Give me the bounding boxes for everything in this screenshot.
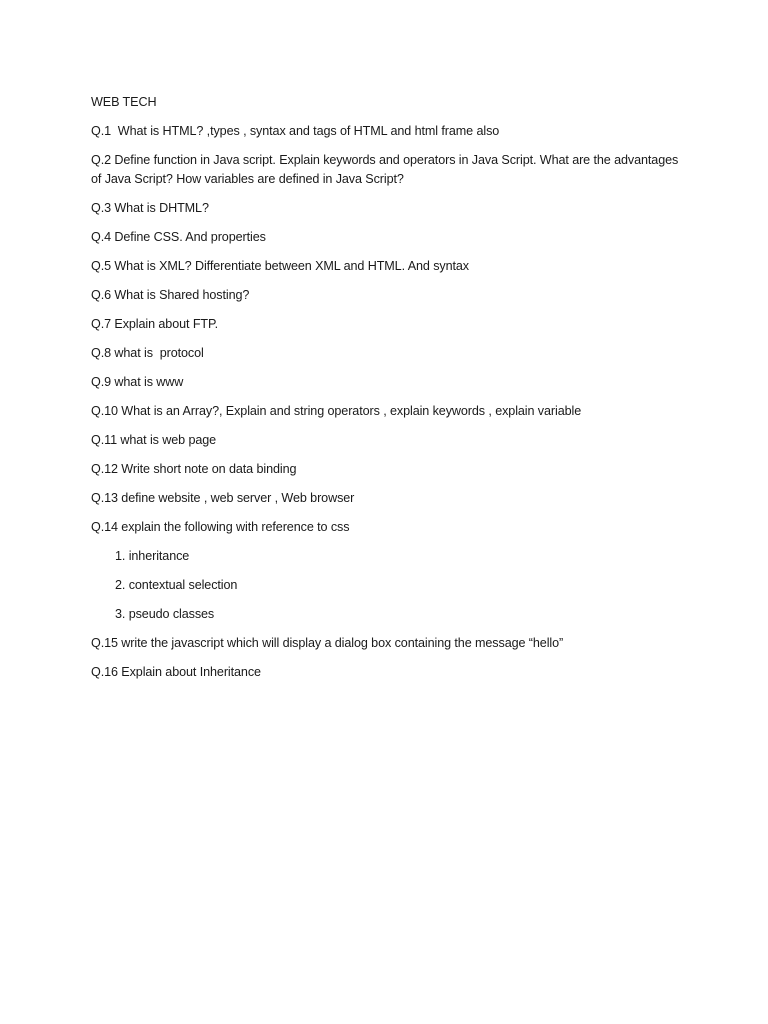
question-10: Q.10 What is an Array?, Explain and string operators , explain keywords , explain variable [91, 404, 582, 418]
question-11: Q.11 what is web page [91, 433, 217, 447]
question-5: Q.5 What is XML? Differentiate between XML and HTML. And syntax [91, 259, 469, 273]
question-8: Q.8 what is protocol [91, 346, 204, 360]
sub-item-2: 2. contextual selection [115, 578, 238, 592]
question-4: Q.4 Define CSS. And properties [91, 230, 266, 244]
question-15: Q.15 write the javascript which will display a dialog box containing the message “hello” [91, 636, 564, 650]
question-14: Q.14 explain the following with reference to css [91, 520, 350, 534]
question-12: Q.12 Write short note on data binding [91, 462, 297, 476]
question-7: Q.7 Explain about FTP. [91, 317, 219, 331]
question-9: Q.9 what is www [91, 375, 184, 389]
question-13: Q.13 define website , web server , Web browser [91, 491, 355, 505]
question-1: Q.1 What is HTML? ,types , syntax and tags of HTML and html frame also [91, 124, 500, 138]
sub-item-3: 3. pseudo classes [115, 607, 215, 621]
document-title: WEB TECH [91, 95, 157, 109]
question-6: Q.6 What is Shared hosting? [91, 288, 250, 302]
question-2: Q.2 Define function in Java script. Explain keywords and operators in Java Script. What are the advantages of Java Script? How variables are defined in Java Script? [91, 153, 682, 186]
document-body [91, 93, 691, 692]
question-3: Q.3 What is DHTML? [91, 201, 209, 215]
sub-item-1: 1. inheritance [115, 549, 190, 563]
question-16: Q.16 Explain about Inheritance [91, 665, 261, 679]
